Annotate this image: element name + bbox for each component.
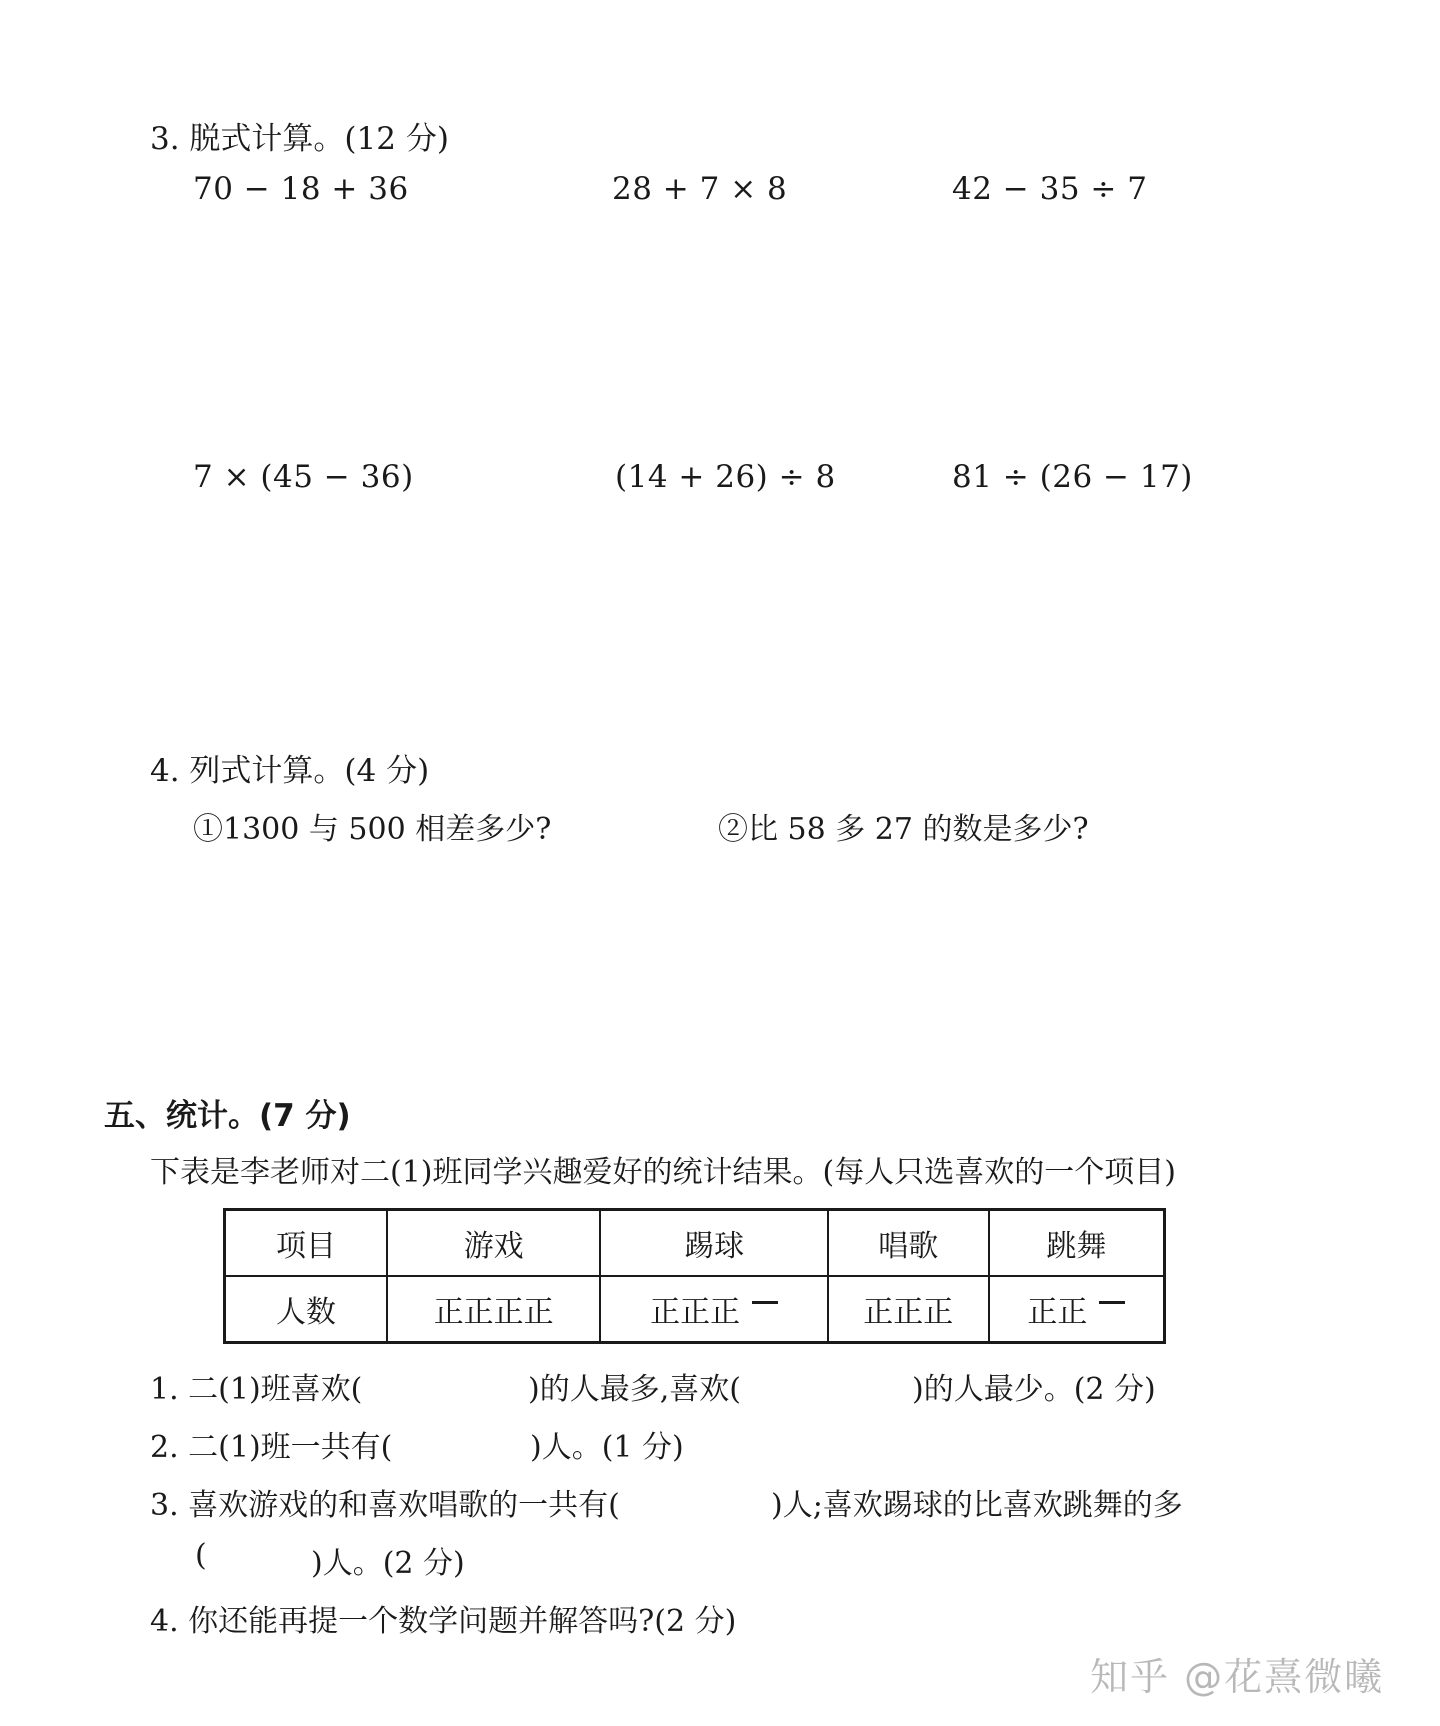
table-row <box>225 1276 1165 1343</box>
s5-q3-part-b: )人;喜欢踢球的比喜欢跳舞的多 <box>771 1488 1183 1523</box>
q3-expr-2: 28 + 7 × 8 <box>612 171 788 207</box>
s5-q1-part-a: 1. 二(1)班喜欢( <box>150 1372 363 1407</box>
q3-title: 3. 脱式计算。(12 分) <box>150 121 449 157</box>
tally-stroke-icon <box>752 1301 778 1304</box>
tally-cell-football <box>600 1276 827 1343</box>
table-header-cell: 跳舞 <box>989 1210 1165 1277</box>
stats-table <box>223 1208 1166 1344</box>
tally-text: 正正正 <box>863 1295 954 1330</box>
table-header-cell: 唱歌 <box>828 1210 989 1277</box>
q4-item-1: ①1300 与 500 相差多少? <box>193 812 552 847</box>
tally-cell-games <box>387 1276 600 1343</box>
s5-q1-part-b: )的人最多,喜欢( <box>528 1372 741 1407</box>
s5-q4: 4. 你还能再提一个数学问题并解答吗?(2 分) <box>150 1604 737 1639</box>
q3-expr-6: 81 ÷ (26 − 17) <box>952 459 1193 495</box>
tally-text: 正正正正 <box>433 1295 554 1330</box>
tally-stroke-icon <box>1099 1301 1125 1304</box>
section5-intro: 下表是李老师对二(1)班同学兴趣爱好的统计结果。(每人只选喜欢的一个项目) <box>150 1155 1176 1190</box>
tally-text: 正正 <box>1027 1295 1088 1330</box>
table-header-cell: 踢球 <box>600 1210 827 1277</box>
q3-expr-1: 70 − 18 + 36 <box>193 171 409 207</box>
s5-q2-part-b: )人。(1 分) <box>530 1430 684 1465</box>
row-label-cell: 人数 <box>225 1276 388 1343</box>
tally-cell-singing <box>828 1276 989 1343</box>
q3-expr-3: 42 − 35 ÷ 7 <box>952 171 1148 207</box>
table-header-row <box>225 1210 1165 1277</box>
q4-title: 4. 列式计算。(4 分) <box>150 753 430 789</box>
tally-cell-dancing <box>989 1276 1165 1343</box>
table-header-cell: 项目 <box>225 1210 388 1277</box>
section5-title: 五、统计。(7 分) <box>104 1098 351 1134</box>
q3-expr-4: 7 × (45 − 36) <box>193 459 414 495</box>
q4-item-2: ②比 58 多 27 的数是多少? <box>718 812 1089 847</box>
watermark: 知乎 @花熹微曦 <box>1090 1655 1385 1699</box>
s5-q3-part-c: ( <box>195 1538 207 1573</box>
s5-q3-part-d: )人。(2 分) <box>311 1546 465 1581</box>
s5-q3-part-a: 3. 喜欢游戏的和喜欢唱歌的一共有( <box>150 1488 620 1523</box>
q3-expr-5: (14 + 26) ÷ 8 <box>615 459 836 495</box>
s5-q1-part-c: )的人最少。(2 分) <box>912 1372 1156 1407</box>
table-header-cell: 游戏 <box>387 1210 600 1277</box>
tally-text: 正正正 <box>650 1295 741 1330</box>
s5-q2-part-a: 2. 二(1)班一共有( <box>150 1430 393 1465</box>
